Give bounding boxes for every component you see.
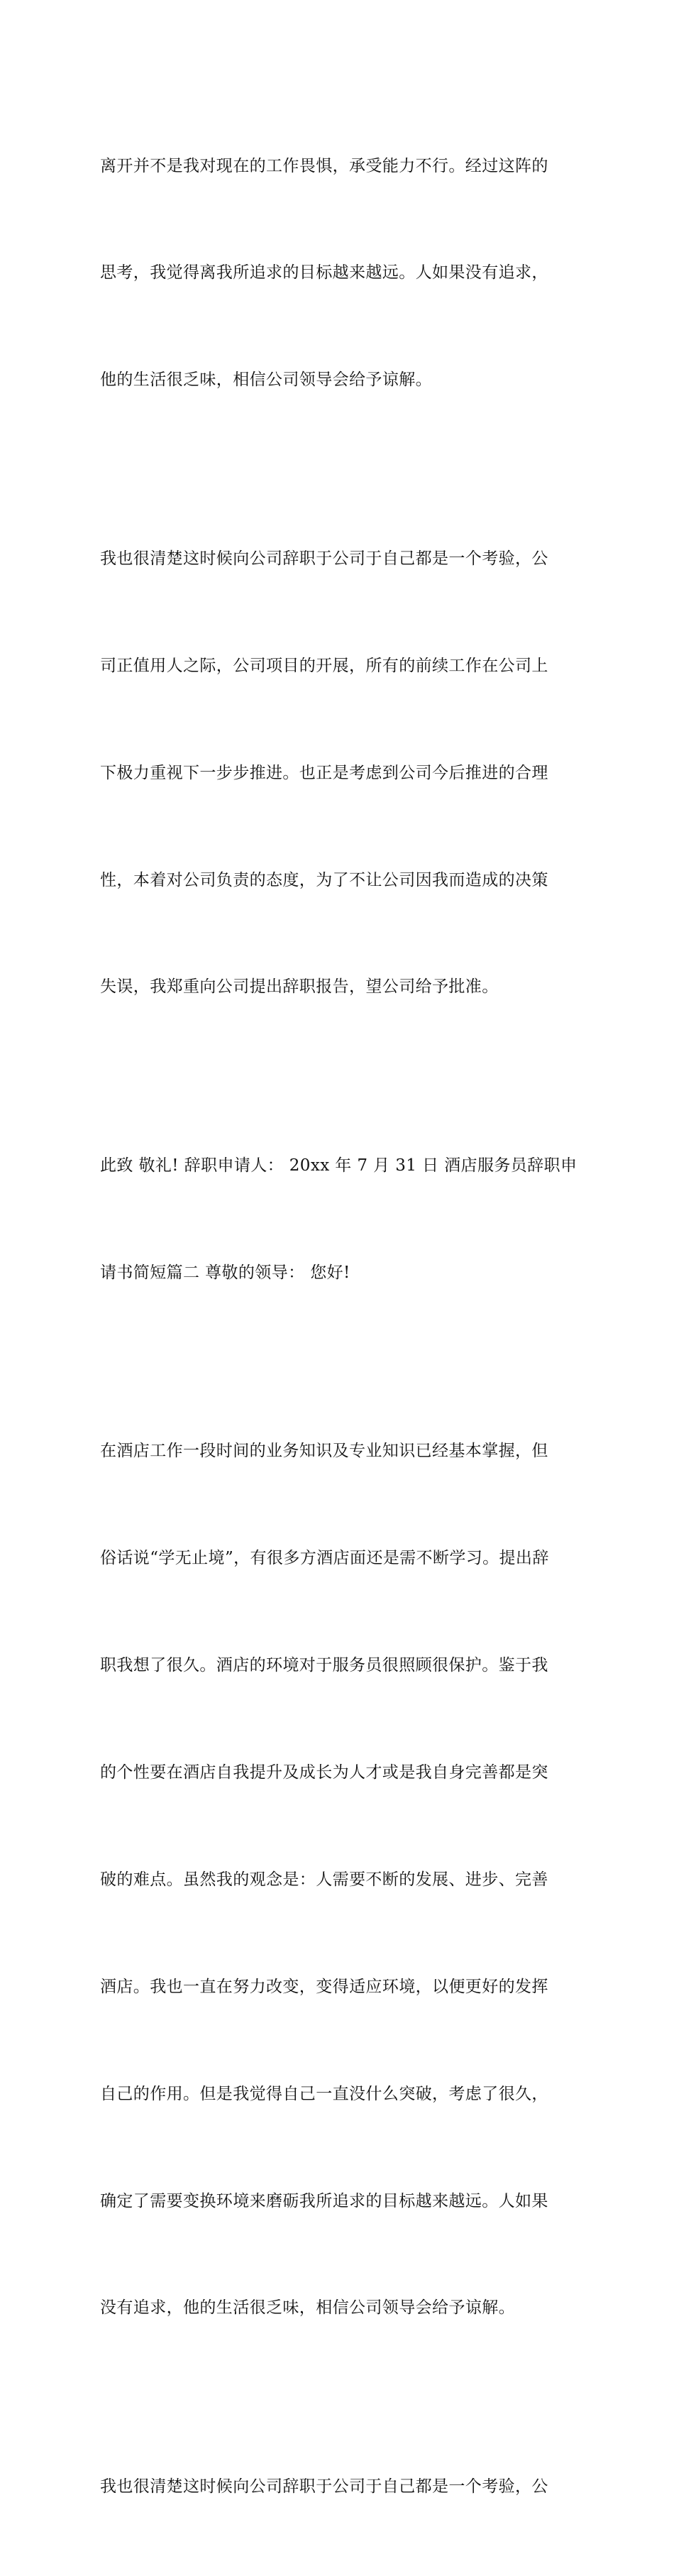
paragraph-4 (100, 1362, 577, 2398)
text-line: 俗话说“学无止境”，有很多方酒店面还是需不断学习。提出辞 (100, 1549, 549, 1568)
text-line: 性，本着对公司负责的态度，为了不让公司因我而造成的决策 (100, 870, 548, 889)
text-line: 失误，我郑重向公司提出辞职报告，望公司给予批准。 (100, 977, 499, 997)
paragraph-2 (100, 469, 577, 1076)
text-line: 酒店。我也一直在努力改变，变得适应环境，以便更好的发挥 (100, 1977, 548, 1996)
text-line: 确定了需要变换环境来磨砺我所追求的目标越来越远。人如果 (100, 2191, 548, 2210)
text-line: 自己的作用。但是我觉得自己一直没什么突破，考虑了很久， (100, 2084, 548, 2103)
document-body (100, 77, 577, 2576)
text-line: 司正值用人之际，公司项目的开展，所有的前续工作在公司上 (100, 656, 548, 675)
text-line: 没有追求，他的生活很乏味，相信公司领导会给予谅解。 (100, 2298, 515, 2318)
text-line: 此致 敬礼! 辞职申请人： 20xx 年 7 月 31 日 酒店服务员辞职申 (100, 1156, 578, 1175)
paragraph-5 (100, 2397, 577, 2575)
text-line: 破的难点。虽然我的观念是：人需要不断的发展、进步、完善 (100, 1870, 548, 1889)
paragraph-1 (100, 77, 577, 469)
text-line: 在酒店工作一段时间的业务知识及专业知识已经基本掌握，但 (100, 1442, 548, 1461)
text-line: 的个性要在酒店自我提升及成长为人才或是我自身完善都是突 (100, 1763, 548, 1782)
text-line: 我也很清楚这时候向公司辞职于公司于自己都是一个考验，公 (100, 2477, 548, 2496)
text-line: 请书简短篇二 尊敬的领导： 您好! (100, 1263, 350, 1282)
text-line: 下极力重视下一步步推进。也正是考虑到公司今后推进的合理 (100, 763, 548, 782)
text-line: 他的生活很乏味，相信公司领导会给予谅解。 (100, 371, 432, 390)
text-line: 我也很清楚这时候向公司辞职于公司于自己都是一个考验，公 (100, 549, 548, 568)
text-line: 思考，我觉得离我所追求的目标越来越远。人如果没有追求， (100, 263, 548, 283)
paragraph-3 (100, 1076, 577, 1361)
text-line: 职我想了很久。酒店的环境对于服务员很照顾很保护。鉴于我 (100, 1656, 548, 1675)
text-line: 离开并不是我对现在的工作畏惧，承受能力不行。经过这阵的 (100, 156, 548, 175)
